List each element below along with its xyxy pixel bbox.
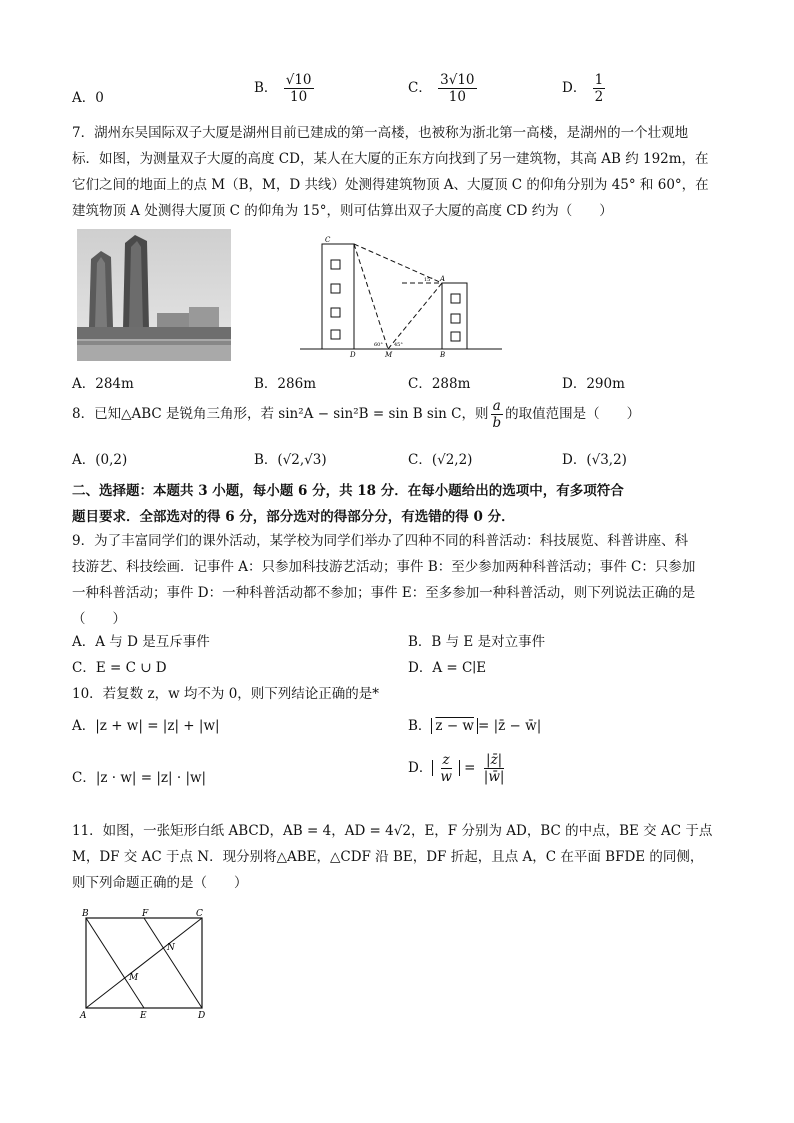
q8-option-d: D．(√3,2)	[562, 452, 627, 468]
section-2-line-1: 二、选择题：本题共 3 小题，每小题 6 分，共 18 分．在每小题给出的选项中，有多项符合	[72, 483, 624, 499]
q6-option-d-fraction	[593, 72, 606, 105]
q6-option-b-denominator: 10	[290, 89, 308, 105]
q10-option-d: D． $\frac{z}{w}$ = $\frac{|z̄|}{|w̄|}$	[408, 752, 505, 785]
q9-line-1: 9．为了丰富同学们的课外活动，某学校为同学们举办了四种不同的科普活动：科技展览、科普讲座、科	[72, 533, 689, 549]
q8-option-c: C．(√2,2)	[408, 452, 473, 468]
q8-option-b: B．(√2,√3)	[254, 452, 327, 468]
q7-diagram-label-b: B	[440, 351, 446, 359]
q9-line-2: 技游艺、科技绘画．记事件 A：只参加科技游艺活动；事件 B：至少参加两种科普活动；事件 C：只参加	[72, 559, 696, 575]
q10-option-b-rest: = |z̄ − w̄|	[477, 718, 542, 734]
q6-option-c-fraction	[438, 72, 476, 105]
q7-line-3: 它们之间的地面上的点 M（B，M，D 共线）处测得建筑物顶 A、大厦顶 C 的仰角分别为 45° 和 60°，在	[72, 177, 709, 193]
q8-stem-pre: 8．已知△ABC 是锐角三角形，若 sin²A − sin²B = sin B sin C，则	[72, 406, 489, 422]
q10-option-b	[408, 714, 541, 734]
q8-fraction-denominator: b	[492, 415, 502, 431]
q7-diagram-label-c: C	[325, 236, 331, 244]
q11-diagram-label-c: C	[196, 909, 203, 919]
q7-stem	[72, 120, 732, 224]
q11-diagram-label-n: N	[167, 943, 175, 953]
q7-diagram	[296, 232, 506, 362]
q7-option-a: A．284m	[72, 376, 134, 392]
q10-option-d-right-fraction	[482, 752, 507, 785]
q6-option-d-numerator: 1	[594, 72, 604, 88]
q10-option-d-left-denominator: w	[440, 769, 452, 785]
q10-option-d-label: D．	[408, 760, 433, 776]
q9-stem	[72, 528, 732, 632]
q7-line-2: 标．如图，为测量双子大厦的高度 CD，某人在大厦的正东方向找到了另一建筑物，其高 AB 约 192m，在	[72, 151, 709, 167]
q8-stem	[72, 398, 640, 431]
q6-option-d-denominator: 2	[594, 89, 604, 105]
q6-option-b-label: B．	[254, 80, 278, 96]
q11-line-3: 则下列命题正确的是（ ）	[72, 875, 248, 891]
q10-option-a: A．|z + w| = |z| + |w|	[72, 718, 220, 734]
q8-fraction-numerator: a	[492, 398, 501, 414]
q11-line-2: M，DF 交 AC 于点 N．现分别将△ABE，△CDF 沿 BE，DF 折起，且点 A，C 在平面 BFDE 的同侧，	[72, 849, 704, 865]
q11-diagram-label-b: B	[82, 909, 89, 919]
q6-option-a: A．0	[72, 90, 104, 106]
q6-option-b	[254, 72, 316, 105]
q9-option-d: D．A = C∣E	[408, 660, 487, 676]
q6-option-d	[562, 72, 607, 105]
q6-option-b-numerator: √10	[285, 72, 312, 88]
q10-option-d-right-numerator: |z̄|	[486, 752, 503, 768]
q6-option-c	[408, 72, 479, 105]
q9-option-a: A．A 与 D 是互斥事件	[72, 634, 210, 650]
q10-stem: 10．若复数 z，w 均不为 0，则下列结论正确的是*	[72, 686, 380, 702]
q11-diagram	[76, 906, 216, 1020]
section-2-line-2: 题目要求．全部选对的得 6 分，部分选对的得部分分，有选错的得 0 分．	[72, 509, 515, 525]
q7-diagram-label-d: D	[350, 351, 356, 359]
q9-option-c: C．E = C ∪ D	[72, 660, 167, 676]
q6-option-c-label: C．	[408, 80, 432, 96]
q10-option-b-label: B．	[408, 718, 432, 734]
q10-option-d-right-denominator: |w̄|	[483, 769, 505, 785]
q7-option-c: C．288m	[408, 376, 471, 392]
q7-diagram-angle-15: 15°	[424, 277, 433, 283]
q11-diagram-label-a: A	[80, 1011, 87, 1020]
q6-option-c-numerator: 3√10	[440, 72, 475, 88]
q9-line-4: （ ）	[72, 611, 126, 627]
q6-option-c-denominator: 10	[448, 89, 466, 105]
q9-line-3: 一种科普活动；事件 D：一种科普活动都不参加；事件 E：至多参加一种科普活动，则下列说法正确的是	[72, 585, 696, 601]
twin-towers-photo	[77, 229, 231, 361]
q7-diagram-angle-60: 60°	[374, 342, 383, 348]
q11-diagram-label-f: F	[142, 909, 149, 919]
q7-diagram-label-a: A	[440, 275, 446, 283]
q10-option-b-conj: z − w	[435, 718, 474, 734]
q7-diagram-angle-45: 45°	[394, 342, 403, 348]
q8-fraction	[490, 398, 503, 431]
q6-option-d-label: D．	[562, 80, 587, 96]
q8-stem-post: 的取值范围是（ ）	[505, 406, 641, 422]
q10-option-d-left-fraction	[438, 752, 454, 785]
q11-diagram-label-m: M	[129, 973, 139, 983]
q7-diagram-label-m: M	[385, 351, 393, 359]
q8-option-a: A．(0,2)	[72, 452, 128, 468]
q7-line-1: 7．湖州东吴国际双子大厦是湖州目前已建成的第一高楼，也被称为浙北第一高楼，是湖州的一个壮观地	[72, 125, 689, 141]
section-2-heading	[72, 478, 732, 530]
q7-option-d: D．290m	[562, 376, 625, 392]
q11-stem	[72, 818, 732, 896]
q10-option-c: C．|z · w| = |z| · |w|	[72, 770, 207, 786]
q11-line-1: 11．如图，一张矩形白纸 ABCD，AB = 4，AD = 4√2，E，F 分别为 AD，BC 的中点，BE 交 AC 于点	[72, 823, 713, 839]
q9-option-b: B．B 与 E 是对立事件	[408, 634, 546, 650]
q7-option-b: B．286m	[254, 376, 316, 392]
q11-diagram-label-e: E	[140, 1011, 147, 1020]
q7-line-4: 建筑物顶 A 处测得大厦顶 C 的仰角为 15°，则可估算出双子大厦的高度 CD 约为（ ）	[72, 203, 613, 219]
q11-diagram-label-d: D	[198, 1011, 206, 1020]
q6-option-b-fraction	[284, 72, 314, 105]
q10-option-d-left-numerator: z	[442, 752, 450, 768]
